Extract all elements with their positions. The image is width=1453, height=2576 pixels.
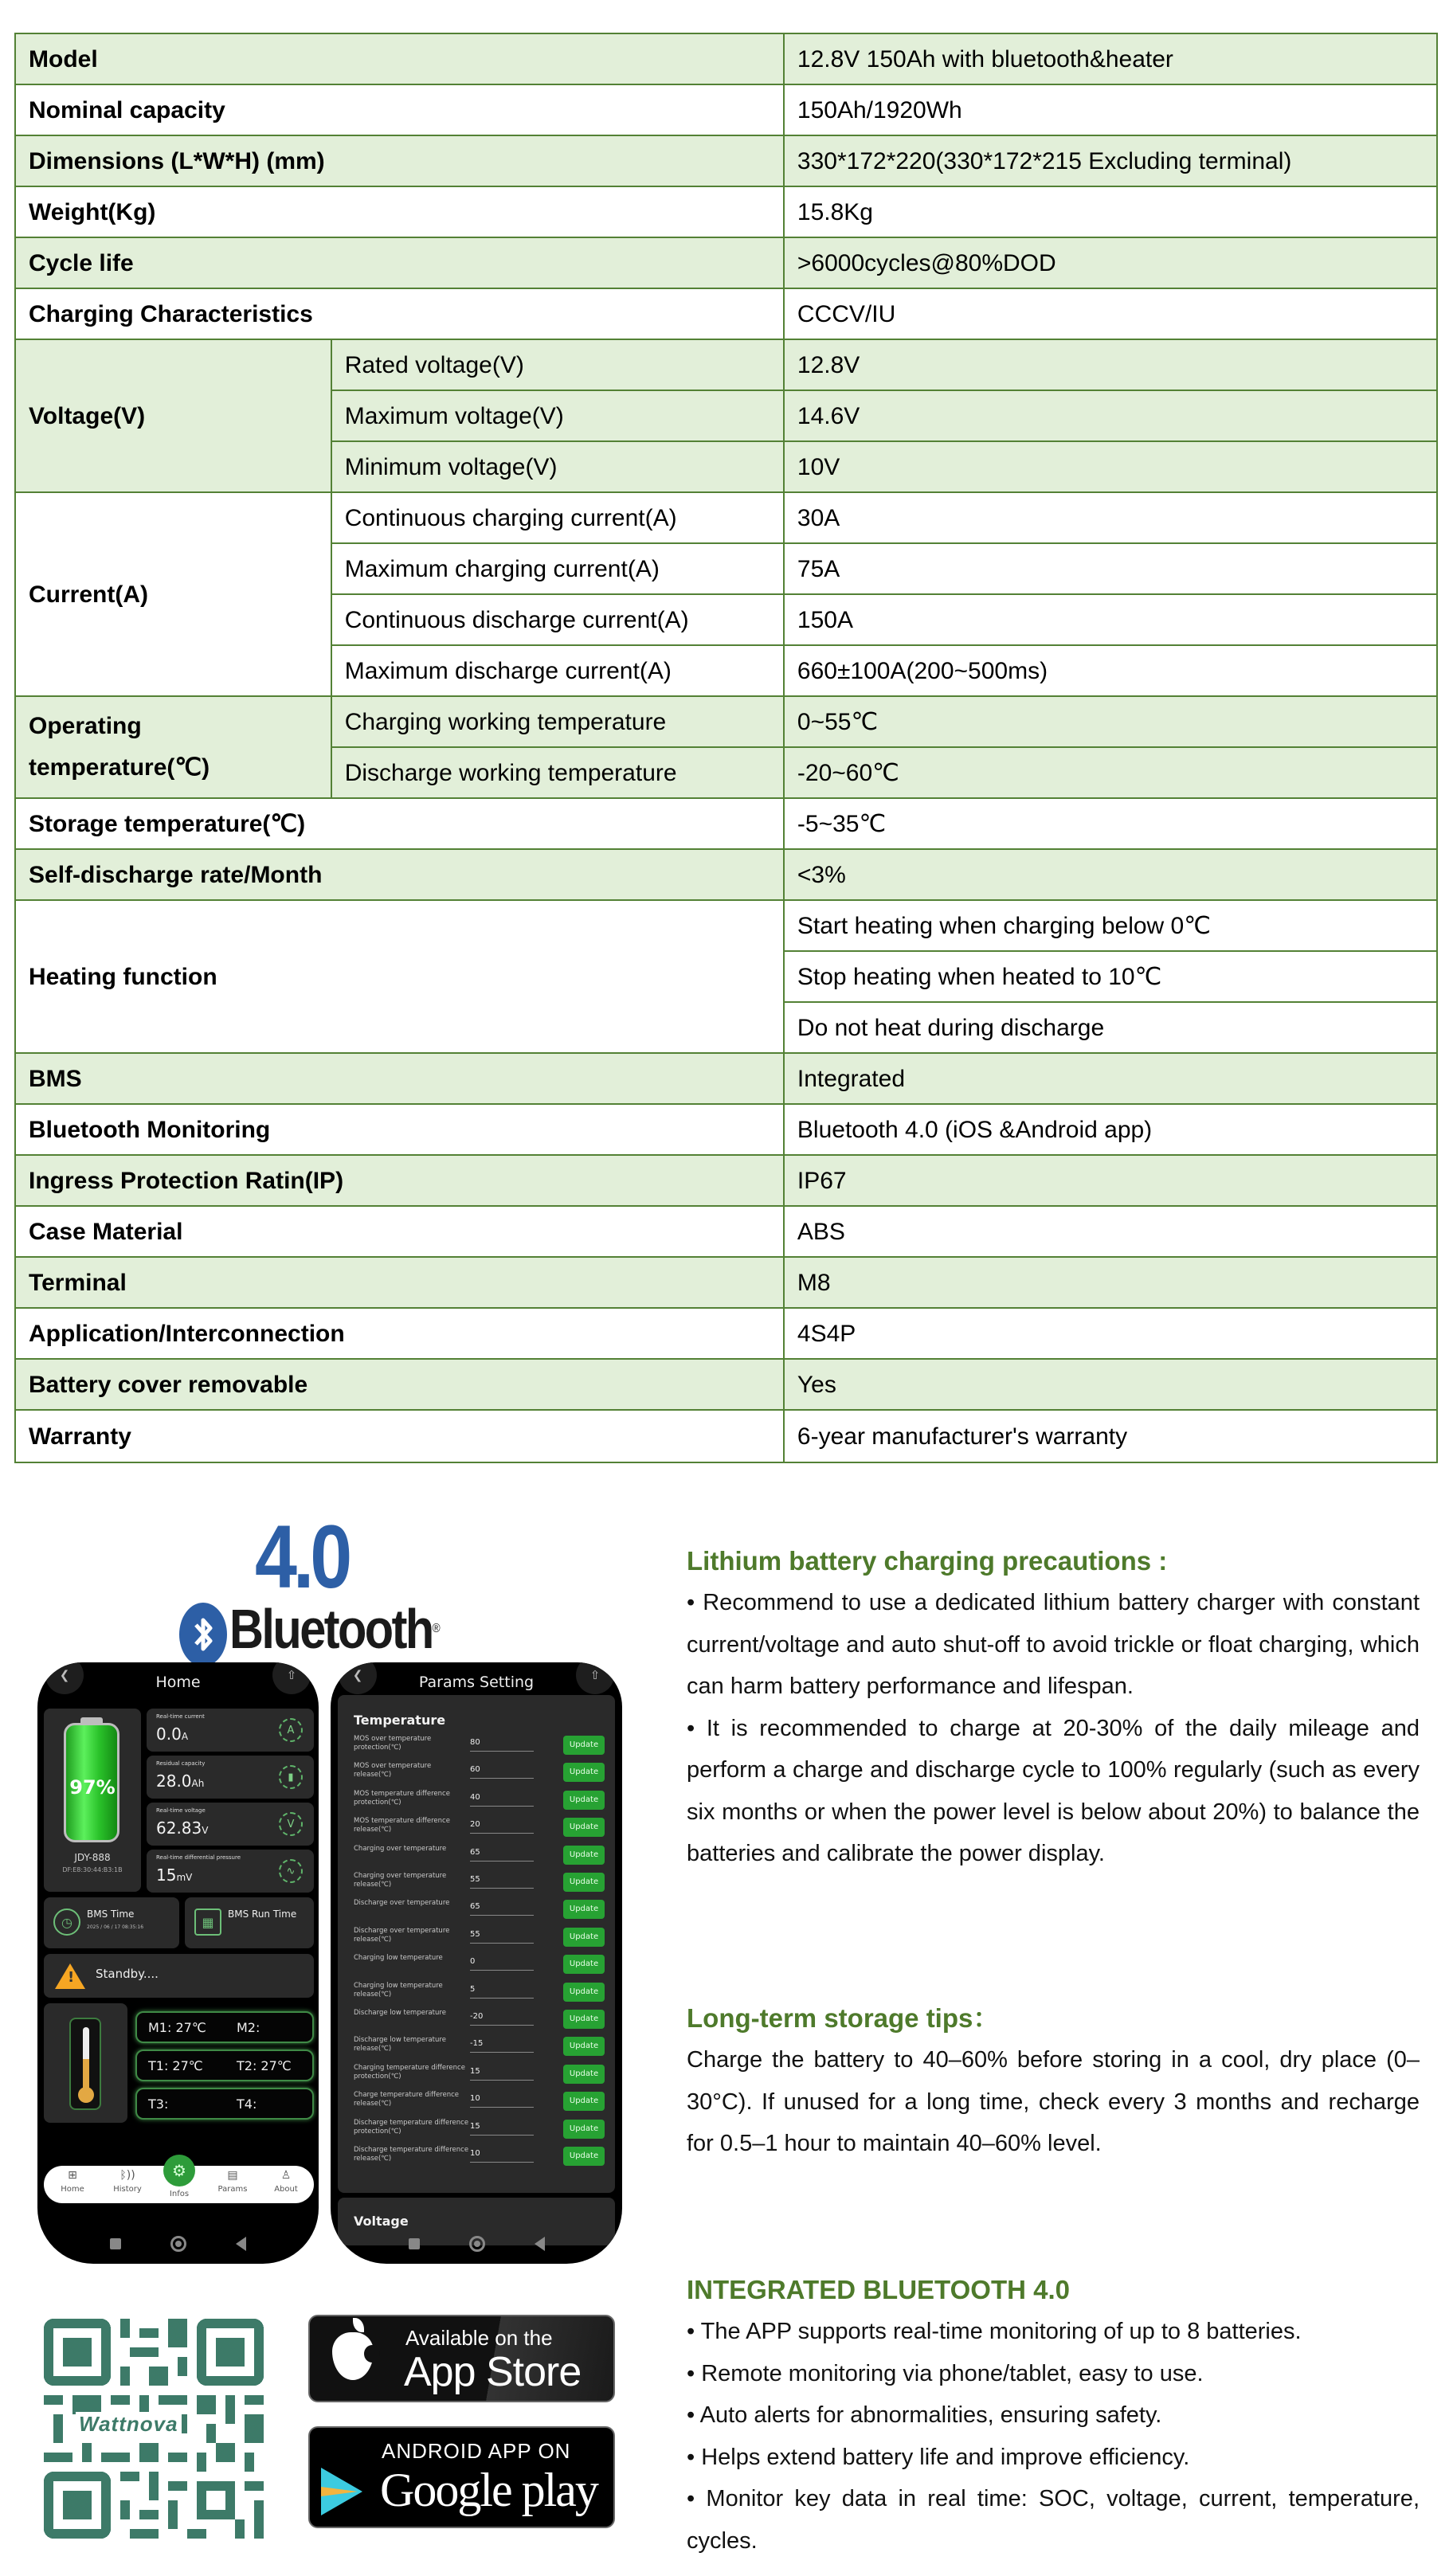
screen-title: Params Setting bbox=[418, 1674, 535, 1691]
phone-params-screen bbox=[331, 1662, 622, 2264]
table-row bbox=[15, 186, 1437, 237]
spec-sublabel: Charging working temperature bbox=[331, 696, 784, 747]
metric-card-voltage bbox=[147, 1803, 314, 1846]
temp-row bbox=[135, 2011, 314, 2043]
table-row bbox=[15, 339, 1437, 390]
chevron-left-icon: ❮ bbox=[59, 1668, 70, 1682]
chevron-left-icon: ❮ bbox=[352, 1668, 363, 1682]
param-value-input[interactable]: 20 bbox=[470, 1820, 534, 1834]
param-label: Charging low temperature release(℃) bbox=[354, 1981, 443, 1999]
spec-label: Model bbox=[15, 33, 784, 84]
spec-value: M8 bbox=[784, 1257, 1437, 1308]
tab-label: Params bbox=[217, 2185, 248, 2194]
bullet-item: • The APP supports real-time monitoring of up to 8 batteries. bbox=[687, 2319, 1302, 2344]
share-icon: ⇧ bbox=[589, 1668, 601, 1682]
thermometer-card bbox=[44, 2003, 127, 2123]
param-label: Discharge over temperature bbox=[354, 1899, 450, 1908]
spec-value: >6000cycles@80%DOD bbox=[784, 237, 1437, 288]
spec-value: Yes bbox=[784, 1359, 1437, 1410]
metric-label: Real-time differential pressure bbox=[156, 1854, 241, 1861]
param-row bbox=[354, 1925, 605, 1952]
apple-icon bbox=[332, 2332, 374, 2380]
app-store-badge[interactable] bbox=[308, 2315, 615, 2402]
tab-params[interactable] bbox=[209, 2166, 257, 2203]
table-row bbox=[15, 237, 1437, 288]
metric-number: 15 bbox=[156, 1865, 177, 1885]
bms-time-label: BMS Time bbox=[87, 1909, 135, 1920]
spec-label: Self-discharge rate/Month bbox=[15, 849, 784, 900]
param-value-input[interactable]: 10 bbox=[470, 2149, 534, 2163]
registered-mark: ® bbox=[432, 1622, 441, 1635]
spec-value: 14.6V bbox=[784, 390, 1437, 441]
spec-value: 0~55℃ bbox=[784, 696, 1437, 747]
bullet-item: • Helps extend battery life and improve efficiency. bbox=[687, 2444, 1190, 2470]
spec-value: 4S4P bbox=[784, 1308, 1437, 1359]
metric-value bbox=[156, 1818, 208, 1838]
tab-infos[interactable] bbox=[155, 2161, 203, 2203]
spec-value: -20~60℃ bbox=[784, 747, 1437, 798]
update-button[interactable]: Update bbox=[563, 1818, 605, 1837]
battery-percent: 97% bbox=[69, 1776, 116, 1799]
param-row bbox=[354, 2117, 605, 2144]
spec-sublabel: Continuous discharge current(A) bbox=[331, 594, 784, 645]
spec-value: CCCV/IU bbox=[784, 288, 1437, 339]
storage-tips-section bbox=[687, 1998, 1420, 2165]
spec-label: Storage temperature(℃) bbox=[15, 798, 784, 849]
app-header bbox=[37, 1662, 319, 1702]
spec-value: Stop heating when heated to 10℃ bbox=[784, 951, 1437, 1002]
metric-card-current bbox=[147, 1709, 314, 1752]
temp-row bbox=[135, 2049, 314, 2081]
update-button[interactable]: Update bbox=[563, 1763, 605, 1782]
param-row bbox=[354, 2007, 605, 2034]
table-row bbox=[15, 1155, 1437, 1206]
section-title: Temperature bbox=[354, 1713, 446, 1728]
table-row bbox=[15, 492, 1437, 543]
bms-time-value: 2025 / 06 / 17 08:35:16 bbox=[87, 1924, 144, 1930]
metric-card-differential bbox=[147, 1850, 314, 1893]
home-circle-icon[interactable] bbox=[170, 2236, 186, 2252]
back-triangle-icon[interactable] bbox=[236, 2237, 246, 2251]
share-button[interactable] bbox=[272, 1662, 311, 1694]
param-value-input[interactable]: 65 bbox=[470, 1902, 534, 1916]
param-value-input[interactable]: 15 bbox=[470, 2122, 534, 2136]
param-row bbox=[354, 2144, 605, 2171]
thermometer-icon bbox=[69, 2018, 101, 2110]
param-value-input[interactable]: 55 bbox=[470, 1875, 534, 1889]
spec-sublabel: Rated voltage(V) bbox=[331, 339, 784, 390]
spec-label: Warranty bbox=[15, 1410, 784, 1462]
bms-run-time-label: BMS Run Time bbox=[228, 1909, 297, 1920]
tab-label: History bbox=[113, 2185, 142, 2194]
section-heading: INTEGRATED BLUETOOTH 4.0 bbox=[687, 2275, 1070, 2304]
badge-small-text: Available on the bbox=[405, 2326, 553, 2350]
temp-reading: M2: bbox=[237, 2020, 260, 2035]
param-value-input[interactable]: 40 bbox=[470, 1793, 534, 1807]
battery-card bbox=[44, 1709, 141, 1892]
param-value-input[interactable]: 15 bbox=[470, 2067, 534, 2081]
tab-label: Infos bbox=[169, 2190, 190, 2198]
temp-reading: M1: 27℃ bbox=[148, 2020, 206, 2035]
param-label: Charging over temperature release(℃) bbox=[354, 1872, 447, 1889]
spec-value: 15.8Kg bbox=[784, 186, 1437, 237]
spec-value: -5~35℃ bbox=[784, 798, 1437, 849]
param-value-input[interactable]: -20 bbox=[470, 2012, 534, 2026]
update-button[interactable]: Update bbox=[563, 1900, 605, 1919]
tab-home[interactable] bbox=[49, 2166, 96, 2203]
spec-label: Terminal bbox=[15, 1257, 784, 1308]
param-row bbox=[354, 1980, 605, 2007]
metric-number: 62.83 bbox=[156, 1818, 202, 1838]
temp-reading: T2: 27℃ bbox=[237, 2058, 292, 2073]
clock-icon: ◷ bbox=[53, 1909, 80, 1936]
spec-label: Dimensions (L*W*H) (mm) bbox=[15, 135, 784, 186]
bullet-item: • Auto alerts for abnormalities, ensuring safety. bbox=[687, 2402, 1162, 2428]
bullet-item: • Remote monitoring via phone/tablet, easy to use. bbox=[687, 2360, 1204, 2386]
recents-icon[interactable] bbox=[110, 2238, 121, 2249]
spec-label: Cycle life bbox=[15, 237, 784, 288]
integrated-bluetooth-section bbox=[687, 2269, 1420, 2562]
spec-label: Charging Characteristics bbox=[15, 288, 784, 339]
temp-reading: T4: bbox=[237, 2096, 257, 2112]
table-row bbox=[15, 1410, 1437, 1462]
spec-label: Application/Interconnection bbox=[15, 1308, 784, 1359]
bullet-paragraph: • It is recommended to charge at 20-30% of the daily mileage and perform a charge and discharge cycle to 100% regularly (such as every six months or when the power level is below about 20%) to balance the batteries and calibrate the power display. bbox=[687, 1715, 1420, 1866]
param-value-input[interactable]: 55 bbox=[470, 1930, 534, 1944]
spec-group-label: Voltage(V) bbox=[15, 339, 331, 492]
spec-group-label: Heating function bbox=[15, 900, 784, 1053]
spec-sublabel: Continuous charging current(A) bbox=[331, 492, 784, 543]
table-row bbox=[15, 1053, 1437, 1104]
spec-value: Bluetooth 4.0 (iOS &Android app) bbox=[784, 1104, 1437, 1155]
update-button[interactable]: Update bbox=[563, 1983, 605, 2002]
bluetooth-version: 4.0 bbox=[255, 1507, 349, 1607]
spec-label: Nominal capacity bbox=[15, 84, 784, 135]
status-text: Standby.... bbox=[96, 1967, 159, 1981]
spec-group-label: Current(A) bbox=[15, 492, 331, 696]
spec-label: Battery cover removable bbox=[15, 1359, 784, 1410]
table-row bbox=[15, 1308, 1437, 1359]
spec-value: Start heating when charging below 0℃ bbox=[784, 900, 1437, 951]
param-label: Discharge low temperature release(℃) bbox=[354, 2036, 446, 2053]
google-play-badge[interactable] bbox=[308, 2426, 615, 2528]
phone-home-screen bbox=[37, 1662, 319, 2264]
system-nav-bar bbox=[37, 2232, 319, 2256]
calendar-icon: ▦ bbox=[194, 1909, 221, 1936]
share-icon: ⇧ bbox=[286, 1668, 297, 1682]
spec-value: <3% bbox=[784, 849, 1437, 900]
tab-label: About bbox=[274, 2185, 298, 2194]
metric-card-capacity bbox=[147, 1756, 314, 1799]
table-row bbox=[15, 1206, 1437, 1257]
param-row bbox=[354, 2089, 605, 2116]
device-name: JDY-888 bbox=[74, 1852, 111, 1863]
temp-reading: T1: 27℃ bbox=[148, 2058, 203, 2073]
paragraph: Charge the battery to 40–60% before storing in a cool, dry place (0–30°C). If unused for a long time, check every 3 months and recharge for 0.5–1 hour to maintain 40–60% level. bbox=[687, 2047, 1420, 2156]
param-row bbox=[354, 1788, 605, 1815]
param-row bbox=[354, 2062, 605, 2089]
home-circle-icon[interactable] bbox=[469, 2236, 485, 2252]
wordmark-text: Bluetooth bbox=[229, 1598, 433, 1660]
spec-sublabel: Discharge working temperature bbox=[331, 747, 784, 798]
grid-icon: ⊞ bbox=[68, 2169, 77, 2182]
metric-unit: V bbox=[202, 1825, 209, 1836]
update-button[interactable]: Update bbox=[563, 2147, 605, 2166]
param-label: Discharge low temperature bbox=[354, 2009, 446, 2017]
bluetooth-logo bbox=[175, 1507, 446, 1660]
spec-label: Bluetooth Monitoring bbox=[15, 1104, 784, 1155]
param-row bbox=[354, 1815, 605, 1842]
screen-title: Home bbox=[155, 1674, 201, 1691]
spec-label: Case Material bbox=[15, 1206, 784, 1257]
clipboard-icon: ▤ bbox=[227, 2169, 238, 2182]
metric-unit: Ah bbox=[191, 1778, 205, 1789]
param-row bbox=[354, 1870, 605, 1897]
metric-value bbox=[156, 1725, 188, 1744]
temp-row bbox=[135, 2088, 314, 2120]
spec-table bbox=[14, 33, 1438, 1463]
update-button[interactable]: Update bbox=[563, 1928, 605, 1947]
temperature-params-card bbox=[338, 1695, 615, 2193]
update-button[interactable]: Update bbox=[563, 2065, 605, 2084]
bullet-paragraph: • Recommend to use a dedicated lithium battery charger with constant current/voltage and auto shut-off to avoid trickle or float charging, which can harm battery performance and lifespan. bbox=[687, 1590, 1420, 1699]
update-button[interactable]: Update bbox=[563, 1736, 605, 1755]
spec-sublabel: Minimum voltage(V) bbox=[331, 441, 784, 492]
update-button[interactable]: Update bbox=[563, 1873, 605, 1892]
table-row bbox=[15, 798, 1437, 849]
spec-value: ABS bbox=[784, 1206, 1437, 1257]
metric-unit: A bbox=[181, 1731, 189, 1742]
section-heading: Lithium battery charging precautions : bbox=[687, 1546, 1168, 1576]
badge-big-text: Google play bbox=[380, 2464, 597, 2516]
table-row bbox=[15, 33, 1437, 84]
param-value-input[interactable]: 10 bbox=[470, 2094, 534, 2108]
bullet-item: • Monitor key data in real time: SOC, voltage, current, temperature, cycles. bbox=[687, 2486, 1420, 2554]
voltage-gauge-icon: V bbox=[279, 1812, 303, 1836]
metric-value bbox=[156, 1865, 192, 1885]
badge-big-text: App Store bbox=[404, 2349, 582, 2395]
status-card bbox=[44, 1954, 314, 1998]
back-button[interactable] bbox=[45, 1662, 84, 1694]
update-button[interactable]: Update bbox=[563, 1846, 605, 1865]
label-line: Operating bbox=[29, 713, 142, 739]
param-value-input[interactable]: 0 bbox=[470, 1957, 534, 1971]
spec-value: 660±100A(200~500ms) bbox=[784, 645, 1437, 696]
tab-label: Home bbox=[61, 2185, 84, 2194]
current-gauge-icon: A bbox=[279, 1718, 303, 1742]
param-value-input[interactable]: 5 bbox=[470, 1985, 534, 1999]
charging-precautions-section bbox=[687, 1541, 1420, 1875]
device-mac: DF:E8:30:44:B3:1B bbox=[62, 1866, 123, 1873]
spec-value: 10V bbox=[784, 441, 1437, 492]
table-row bbox=[15, 288, 1437, 339]
system-nav-bar bbox=[331, 2232, 622, 2256]
param-value-input[interactable]: 60 bbox=[470, 1765, 534, 1779]
recents-icon[interactable] bbox=[409, 2238, 420, 2249]
param-value-input[interactable]: 65 bbox=[470, 1848, 534, 1862]
user-icon: ♙ bbox=[280, 2169, 292, 2182]
spec-sublabel: Maximum charging current(A) bbox=[331, 543, 784, 594]
spec-value: 12.8V bbox=[784, 339, 1437, 390]
spec-value: Do not heat during discharge bbox=[784, 1002, 1437, 1053]
param-label: Discharge over temperature release(℃) bbox=[354, 1926, 450, 1944]
update-button[interactable]: Update bbox=[563, 2037, 605, 2056]
param-row bbox=[354, 1843, 605, 1870]
param-label: Charging temperature difference protection(℃) bbox=[354, 2063, 465, 2081]
warning-mark: ! bbox=[68, 1969, 75, 1986]
spec-sublabel: Maximum voltage(V) bbox=[331, 390, 784, 441]
metric-label: Real-time voltage bbox=[156, 1807, 206, 1814]
bluetooth-wordmark bbox=[229, 1597, 441, 1661]
param-label: MOS temperature difference protection(℃) bbox=[354, 1789, 450, 1807]
spec-value: 150A bbox=[784, 594, 1437, 645]
table-row bbox=[15, 1359, 1437, 1410]
spec-sublabel: Maximum discharge current(A) bbox=[331, 645, 784, 696]
spec-value: IP67 bbox=[784, 1155, 1437, 1206]
param-label: Discharge temperature difference release(℃) bbox=[354, 2146, 469, 2163]
update-button[interactable]: Update bbox=[563, 1955, 605, 1974]
spec-value: 6-year manufacturer's warranty bbox=[784, 1410, 1437, 1462]
section-title: Voltage bbox=[354, 2214, 409, 2229]
param-label: MOS over temperature release(℃) bbox=[354, 1762, 432, 1779]
tab-history[interactable] bbox=[104, 2166, 151, 2203]
metric-label: Residual capacity bbox=[156, 1760, 206, 1767]
param-row bbox=[354, 1897, 605, 1924]
metric-value bbox=[156, 1771, 204, 1791]
table-row bbox=[15, 696, 1437, 747]
param-label: Charging low temperature bbox=[354, 1954, 443, 1963]
table-row bbox=[15, 849, 1437, 900]
update-button[interactable]: Update bbox=[563, 1791, 605, 1810]
param-label: MOS temperature difference release(℃) bbox=[354, 1817, 450, 1834]
metric-unit: mV bbox=[176, 1872, 193, 1883]
tab-about[interactable] bbox=[262, 2166, 310, 2203]
table-row bbox=[15, 135, 1437, 186]
spec-value: Integrated bbox=[784, 1053, 1437, 1104]
param-row bbox=[354, 1952, 605, 1979]
bluetooth-icon bbox=[179, 1603, 227, 1666]
param-row bbox=[354, 1733, 605, 1760]
google-play-icon bbox=[321, 2468, 362, 2515]
param-value-input[interactable]: 80 bbox=[470, 1738, 534, 1752]
spec-value: 12.8V 150Ah with bluetooth&heater bbox=[784, 33, 1437, 84]
spec-value: 75A bbox=[784, 543, 1437, 594]
qr-brand-label: Wattnova bbox=[76, 2412, 182, 2437]
metric-number: 0.0 bbox=[156, 1725, 182, 1744]
metric-label: Real-time current bbox=[156, 1713, 205, 1720]
bottom-tab-bar bbox=[44, 2161, 314, 2203]
param-value-input[interactable]: -15 bbox=[470, 2039, 534, 2053]
bms-run-time-card[interactable] bbox=[185, 1897, 314, 1948]
table-row bbox=[15, 84, 1437, 135]
capacity-battery-icon: ▮ bbox=[279, 1765, 303, 1789]
spec-label: Weight(Kg) bbox=[15, 186, 784, 237]
param-label: Discharge temperature difference protection(℃) bbox=[354, 2118, 469, 2136]
table-row bbox=[15, 900, 1437, 951]
update-button[interactable]: Update bbox=[563, 2010, 605, 2029]
section-heading: Long-term storage tips： bbox=[687, 2003, 1000, 2033]
spec-value: 330*172*220(330*172*215 Excluding terminal) bbox=[784, 135, 1437, 186]
share-button[interactable] bbox=[576, 1662, 614, 1694]
spec-label: BMS bbox=[15, 1053, 784, 1104]
param-label: Charge temperature difference release(℃) bbox=[354, 2091, 460, 2108]
update-button[interactable]: Update bbox=[563, 2120, 605, 2139]
update-button[interactable]: Update bbox=[563, 2092, 605, 2111]
param-label: MOS over temperature protection(℃) bbox=[354, 1735, 432, 1752]
bluetooth-signal-icon: ᛒ)) bbox=[119, 2169, 135, 2182]
spec-value: 30A bbox=[784, 492, 1437, 543]
param-row bbox=[354, 2034, 605, 2061]
label-line: temperature(℃) bbox=[29, 754, 210, 781]
param-row bbox=[354, 1760, 605, 1787]
table-row bbox=[15, 1104, 1437, 1155]
spec-label: Ingress Protection Ratin(IP) bbox=[15, 1155, 784, 1206]
pulse-icon: ∿ bbox=[279, 1859, 303, 1883]
temp-reading: T3: bbox=[148, 2096, 169, 2112]
back-button[interactable] bbox=[339, 1662, 377, 1694]
table-row bbox=[15, 1257, 1437, 1308]
metric-number: 28.0 bbox=[156, 1771, 192, 1791]
spec-group-label bbox=[15, 696, 331, 798]
gear-icon: ⚙ bbox=[163, 2155, 195, 2186]
badge-small-text: ANDROID APP ON bbox=[382, 2439, 571, 2463]
bms-time-card[interactable] bbox=[44, 1897, 179, 1948]
back-triangle-icon[interactable] bbox=[535, 2237, 545, 2251]
spec-value: 150Ah/1920Wh bbox=[784, 84, 1437, 135]
param-label: Charging over temperature bbox=[354, 1844, 447, 1853]
qr-code[interactable] bbox=[44, 2316, 264, 2541]
